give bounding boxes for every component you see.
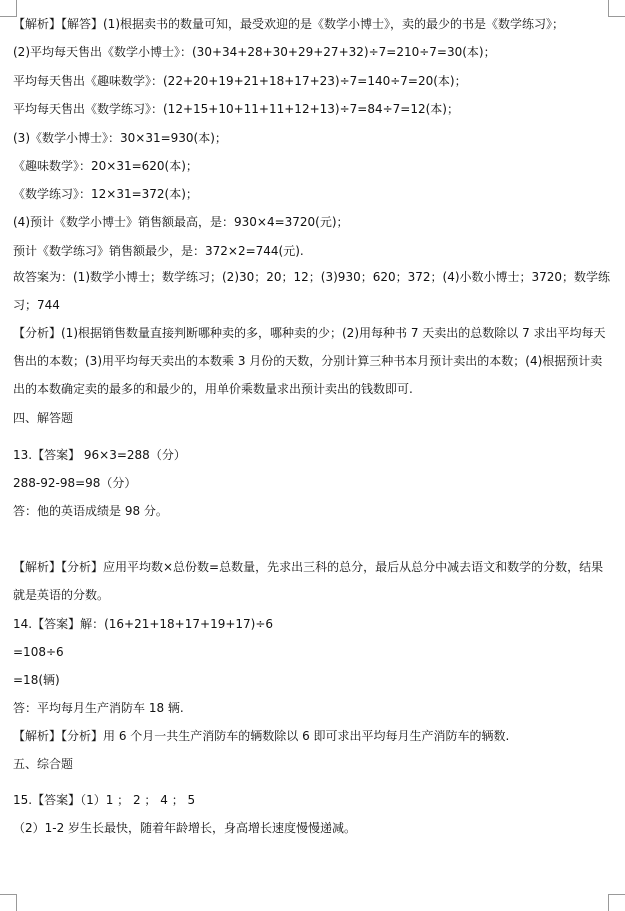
text-line: 平均每天售出《趣味数学》：(22+20+19+21+18+17+23)÷7=140÷7=20(本)； <box>13 74 467 88</box>
text-paragraph: 【分析】(1)根据销售数量直接判断哪种卖的多，哪种卖的少；(2)用每种书 7 天卖出的总数除以 7 求出平均每天售出的本数；(3)用平均每天卖出的本数乘 3 月份的天数，分别计算三种书本月预计卖出的本数；(4)根据预计卖出的本数确定卖的最多的和最少的，用单价乘数量求出预计卖出的钱数即可. <box>13 326 606 396</box>
corner-mark-bottom-left <box>0 894 17 911</box>
text-line: (3)《数学小博士》：30×31=930(本)； <box>13 131 227 145</box>
text-line: 平均每天售出《数学练习》：(12+15+10+11+11+12+13)÷7=84÷7=12(本)； <box>13 102 459 116</box>
text-line: 14.【答案】解：(16+21+18+17+19+17)÷6 <box>13 617 274 631</box>
text-line: 【解析】【解答】(1)根据卖书的数量可知，最受欢迎的是《数学小博士》，卖的最少的书是《数学练习》； <box>13 17 565 31</box>
text-line: 15.【答案】（1）1 ； 2 ； 4 ； 5 <box>13 793 196 807</box>
text-line: (4)预计《数学小博士》销售额最高，是：930×4=3720(元)； <box>13 215 349 229</box>
text-line: 答：他的英语成绩是 98 分。 <box>13 504 168 518</box>
corner-mark-top-right <box>608 0 625 17</box>
text-line: =108÷6 <box>13 645 64 659</box>
text-line: (2)平均每天售出《数学小博士》：(30+34+28+30+29+27+32)÷7=210÷7=30(本)； <box>13 45 496 59</box>
section-heading: 四、解答题 <box>13 411 74 425</box>
text-paragraph: 【解析】【分析】应用平均数×总份数=总数量，先求出三科的总分，最后从总分中减去语文和数学的分数，结果就是英语的分数。 <box>13 560 604 602</box>
text-line: 13.【答案】 96×3=288（分） <box>13 448 186 462</box>
text-paragraph: 故答案为：(1)数学小博士；数学练习；(2)30；20；12；(3)930；620；372；(4)小数小博士；3720；数学练习；744 <box>13 270 611 312</box>
text-line: 《数学练习》：12×31=372(本)； <box>13 187 198 201</box>
text-line: （2）1-2 岁生长最快，随着年龄增长，身高增长速度慢慢递减。 <box>13 821 357 835</box>
corner-mark-top-left <box>0 0 17 17</box>
text-line: =18(辆) <box>13 673 60 687</box>
text-line: 答：平均每月生产消防车 18 辆. <box>13 701 184 715</box>
corner-mark-bottom-right <box>608 894 625 911</box>
text-line: 288-92-98=98（分） <box>13 476 137 490</box>
text-line: 预计《数学练习》销售额最少，是：372×2=744(元). <box>13 244 304 258</box>
section-heading: 五、综合题 <box>13 757 74 771</box>
text-line: 【解析】【分析】用 6 个月一共生产消防车的辆数除以 6 即可求出平均每月生产消防车的辆数. <box>13 729 510 743</box>
text-line: 《趣味数学》：20×31=620(本)； <box>13 159 198 173</box>
